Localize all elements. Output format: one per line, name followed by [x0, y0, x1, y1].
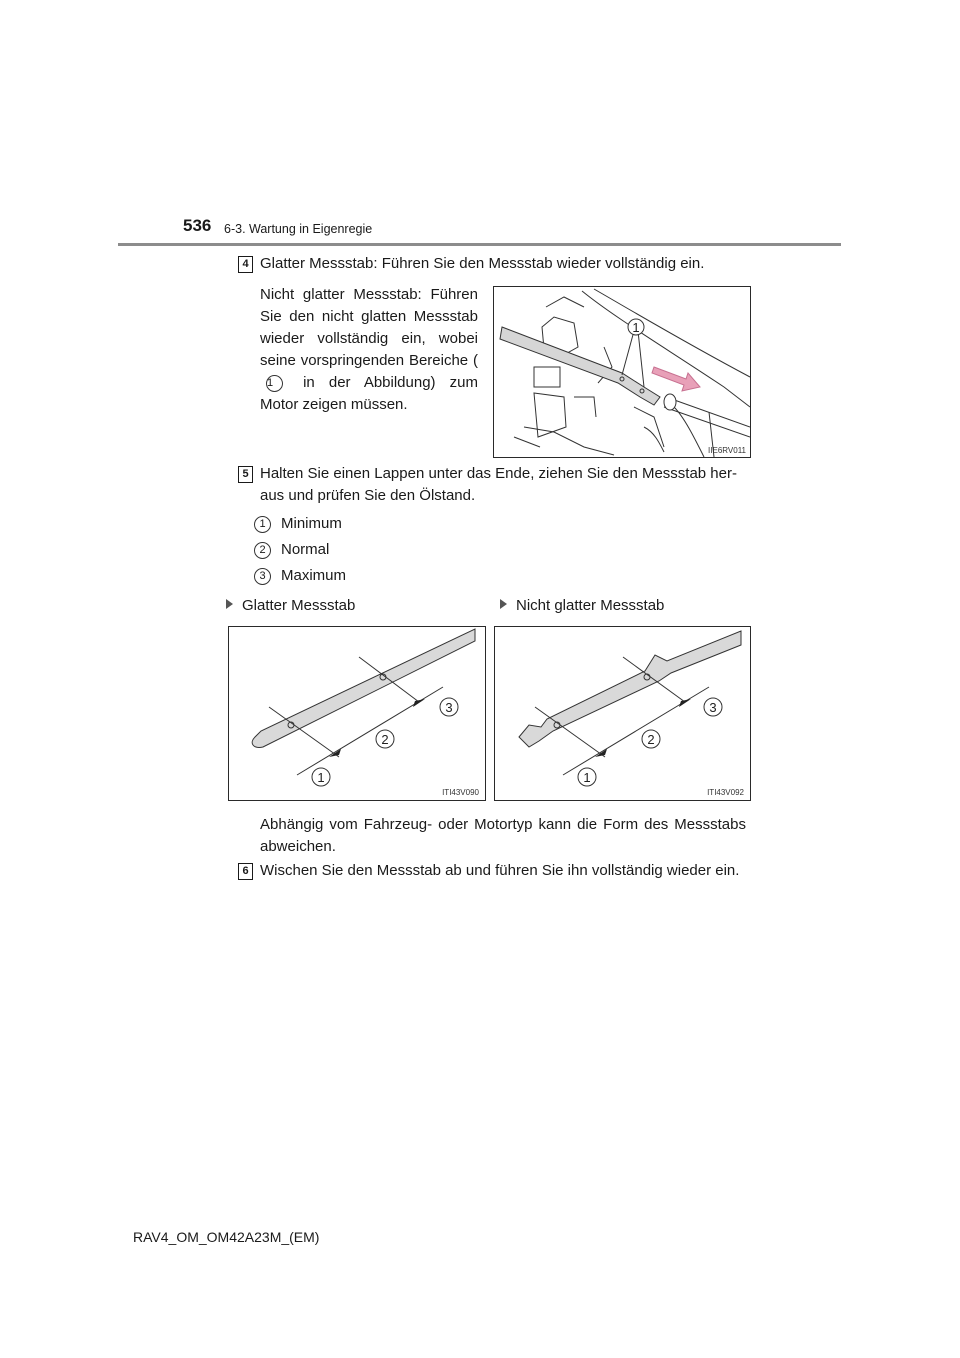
triangle-bullet-icon: [226, 599, 233, 609]
subheading-smooth-label: Glatter Messstab: [242, 597, 356, 614]
nonsmooth-dipstick-illustration: [495, 627, 750, 800]
step-6-text: Wischen Sie den Messstab ab und führen Sie ihn vollständig wieder ein.: [260, 862, 740, 879]
step-badge-4: 4: [238, 256, 253, 273]
legend-label-2: Normal: [281, 541, 330, 558]
left-fig-callout-2: 2: [381, 732, 389, 747]
step-4-detail-part1: Nicht glatter Messstab: Führen Sie den nicht glatten Messstab wieder vollständig ein, wobei seine vorspringenden Bereiche (: [260, 286, 478, 369]
right-fig-callout-2: 2: [647, 732, 655, 747]
step-5-note: Abhängig vom Fahrzeug- oder Motortyp kann die Form des Messstabs abweichen.: [260, 816, 746, 855]
step-4-text: Glatter Messstab: Führen Sie den Messstab wieder vollständig ein.: [260, 255, 705, 272]
figure-code-iti43v090: ITI43V090: [442, 788, 479, 797]
subheading-smooth-dipstick: [226, 597, 355, 614]
subheading-nonsmooth-dipstick: [500, 597, 664, 614]
legend-num-3: 3: [254, 568, 271, 585]
page-number: 536: [183, 216, 212, 235]
step-5-text: Halten Sie einen Lappen unter das Ende, ziehen Sie den Messstab her-aus und prüfen Sie den Ölstand.: [260, 465, 737, 504]
engine-dipstick-illustration: [494, 287, 750, 457]
triangle-bullet-icon: [500, 599, 507, 609]
step-4-detail: [260, 284, 478, 416]
step-badge-5: 5: [238, 466, 253, 483]
section-title: 6-3. Wartung in Eigenregie: [224, 222, 373, 236]
figure-callout-1: 1: [632, 320, 640, 335]
header-rule: [118, 243, 841, 246]
callout-1-inline: 1: [266, 375, 283, 392]
legend-num-1: 1: [254, 516, 271, 533]
nonsmooth-dipstick-figure: [494, 626, 751, 801]
left-fig-callout-3: 3: [445, 700, 453, 715]
step-badge-6: 6: [238, 863, 253, 880]
legend-num-2: 2: [254, 542, 271, 559]
document-code: RAV4_OM_OM42A23M_(EM): [133, 1229, 320, 1245]
right-fig-callout-3: 3: [709, 700, 717, 715]
right-fig-callout-1: 1: [583, 770, 591, 785]
figure-code-iti43v092: ITI43V092: [707, 788, 744, 797]
figure-code-iie6rv011: IIE6RV011: [708, 446, 746, 455]
left-fig-callout-1: 1: [317, 770, 325, 785]
subheading-nonsmooth-label: Nicht glatter Messstab: [516, 597, 665, 614]
smooth-dipstick-figure: [228, 626, 486, 801]
legend-item-1: [254, 515, 342, 533]
smooth-dipstick-illustration: [229, 627, 485, 800]
step-4-detail-part2: in der Abbildung) zum Motor zeigen müssen.: [260, 374, 478, 413]
legend-label-3: Maximum: [281, 567, 347, 584]
legend-item-3: [254, 567, 346, 585]
legend-item-2: [254, 541, 329, 559]
dipstick-insertion-figure: [493, 286, 751, 458]
legend-label-1: Minimum: [281, 515, 342, 532]
